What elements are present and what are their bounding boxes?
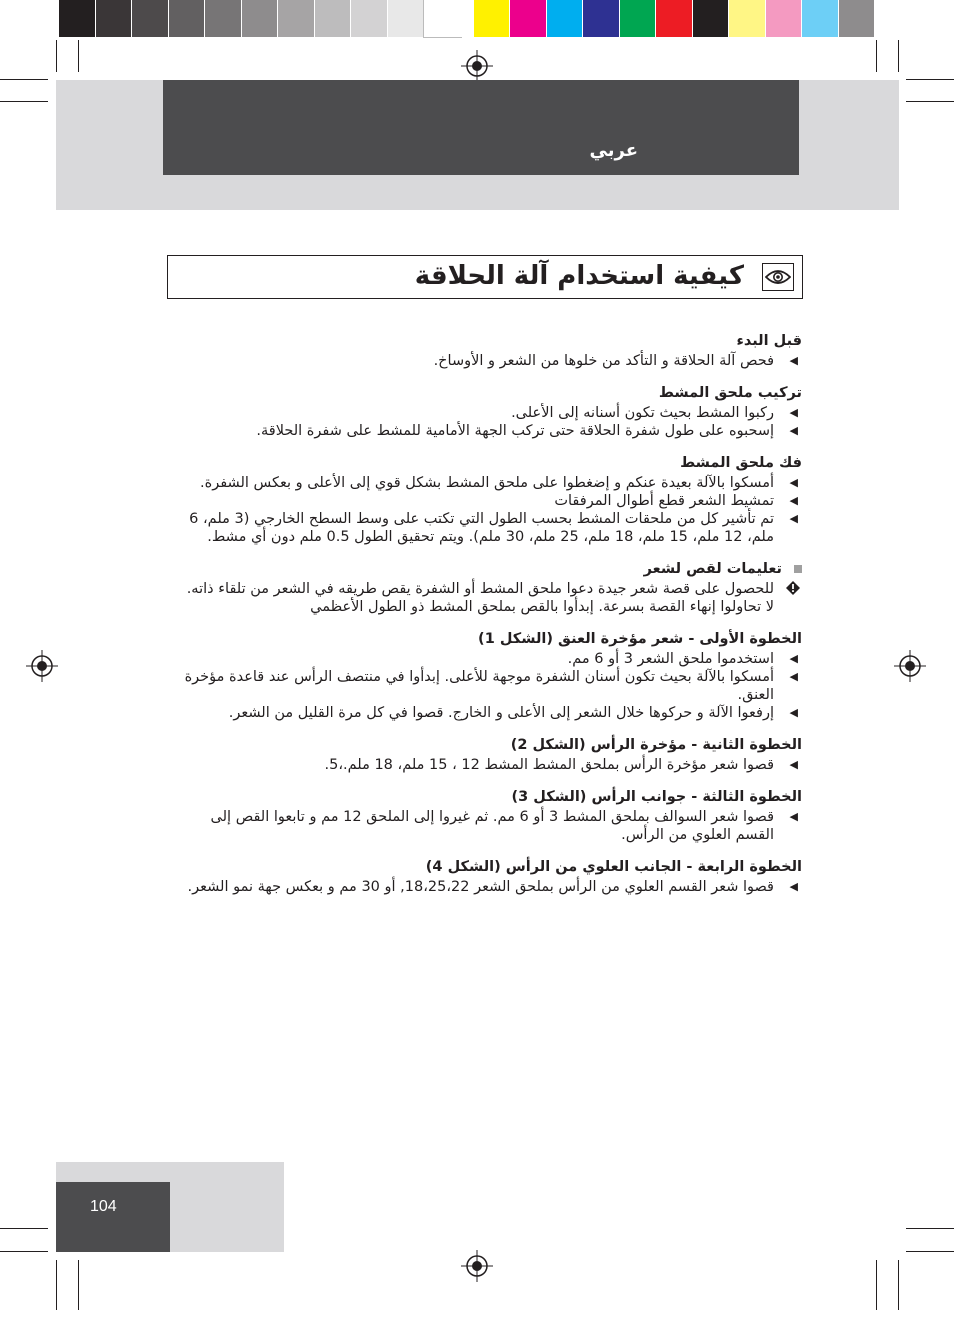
section-heading <box>180 858 802 876</box>
color-swatch <box>169 0 206 37</box>
triangle-bullet-icon: ◀ <box>789 758 798 771</box>
language-label: عربي <box>589 140 638 161</box>
instruction-section <box>180 858 802 896</box>
crop-mark <box>56 40 57 72</box>
list-item <box>180 474 802 492</box>
color-swatch <box>96 0 133 37</box>
color-calibration-bar <box>59 0 875 38</box>
section-heading-text: الخطوة الرابعة - الجانب العلوي من الرأس (الشكل 4) <box>425 859 802 875</box>
instruction-section <box>180 384 802 440</box>
list-item-text: أمسكوا بالآلة بعيدة عنكم و إضغطوا على ملحق المشط بشكل قوي إلى الأعلى و بعكس الشفرة. <box>200 475 774 491</box>
section-title-box <box>167 255 803 299</box>
crop-mark <box>906 1228 954 1229</box>
crop-mark <box>906 101 954 102</box>
color-swatch <box>583 0 620 37</box>
triangle-bullet-icon: ◀ <box>789 512 798 525</box>
section-heading-text: الخطوة الأولى - شعر مؤخرة العنق (الشكل 1) <box>478 631 802 647</box>
crop-mark <box>876 1260 877 1310</box>
triangle-bullet-icon: ◀ <box>789 406 798 419</box>
crop-mark <box>0 1251 48 1252</box>
color-swatch <box>693 0 730 37</box>
list-item <box>180 808 802 844</box>
section-heading <box>180 332 802 350</box>
color-swatch <box>839 0 876 37</box>
list-item <box>180 580 802 616</box>
crop-mark <box>0 101 48 102</box>
square-bullet-icon <box>794 565 802 573</box>
eye-icon <box>762 263 794 291</box>
color-swatch <box>620 0 657 37</box>
list-item-text: أمسكوا بالآلة بحيث تكون أسنان الشفرة موجهة للأعلى. إبدأوا في منتصف الرأس عند قاعدة مؤخرة العنق. <box>184 669 774 703</box>
color-swatch <box>474 0 511 37</box>
instruction-section <box>180 788 802 844</box>
crop-mark <box>0 1228 48 1229</box>
crop-mark <box>78 1260 79 1310</box>
list-item-text: استخدموا ملحق الشعر 3 أو 6 مم. <box>567 651 774 667</box>
color-swatch <box>729 0 766 37</box>
section-heading <box>180 384 802 402</box>
crop-mark <box>0 79 48 80</box>
color-swatch <box>388 0 425 37</box>
color-swatch <box>351 0 388 37</box>
crop-mark <box>898 40 899 72</box>
triangle-bullet-icon: ◀ <box>789 810 798 823</box>
section-heading <box>180 788 802 806</box>
triangle-bullet-icon: ◀ <box>789 424 798 437</box>
header-dark-panel <box>163 80 799 175</box>
color-swatch <box>547 0 584 37</box>
list-item-text: للحصول على قصة شعر جيدة دعوا ملحق المشط أو الشفرة يقص طريقه في الشعر من تلقاء ذاته. لا تحاولوا إنهاء القصة بسرعة. إبدأوا بالقص بملحق المشط ذو الطول الأعظمي <box>186 581 774 615</box>
list-item <box>180 352 802 370</box>
crop-mark <box>78 40 79 72</box>
section-heading <box>180 736 802 754</box>
list-item <box>180 878 802 896</box>
list-item <box>180 510 802 546</box>
list-item-text: قصوا شعر السوالف بملحق المشط 3 أو 6 مم. ثم غيروا إلى الملحق 12 مم و تابعوا القص إلى القسم العلوي من الرأس. <box>210 809 774 843</box>
crop-mark <box>56 1260 57 1310</box>
list-item <box>180 492 802 510</box>
triangle-bullet-icon: ◀ <box>789 652 798 665</box>
list-item-text: تمشيط الشعر قطع أطوال المرفقات <box>554 493 774 509</box>
color-swatch <box>656 0 693 37</box>
list-item-text: تم تأشير كل من ملحقات المشط بحسب الطول التي تكتب على وسط السطح الخارجي (3 ملم، 6 ملم، 12 ملم، 15 ملم، 18 ملم، 25 ملم، 30 ملم). ويتم تحقيق الطول 0.5 ملم دون أي مشط. <box>189 511 774 545</box>
triangle-bullet-icon: ◀ <box>789 476 798 489</box>
triangle-bullet-icon: ◀ <box>789 354 798 367</box>
list-item <box>180 650 802 668</box>
color-swatch <box>510 0 547 37</box>
section-heading-text: قبل البدء <box>736 333 802 349</box>
section-heading <box>180 454 802 472</box>
list-item-text: قصوا شعر مؤخرة الرأس بملحق المشط المشط 12 ، 15 ملم، 18 ملم.،5. <box>324 757 774 773</box>
crop-mark <box>906 79 954 80</box>
list-item-text: فحص آلة الحلاقة و التأكد من خلوها من الشعر و الأوساخ. <box>433 353 774 369</box>
section-heading <box>180 560 802 578</box>
instruction-section <box>180 630 802 722</box>
registration-mark-icon <box>461 50 493 82</box>
triangle-bullet-icon: ◀ <box>789 880 798 893</box>
list-item <box>180 422 802 440</box>
registration-mark-icon <box>461 1250 493 1282</box>
color-swatch <box>315 0 352 37</box>
list-item-text: ركبوا المشط بحيث تكون أسنانه إلى الأعلى. <box>511 405 774 421</box>
color-swatch <box>59 0 96 37</box>
list-item-text: إرفعوا الآلة و حركوها خلال الشعر إلى الأعلى و الخارج. قصوا في كل مرة القليل من الشعر. <box>228 705 774 721</box>
crop-mark <box>876 40 877 72</box>
list-item <box>180 404 802 422</box>
instruction-section <box>180 736 802 774</box>
section-heading <box>180 630 802 648</box>
crop-mark <box>898 1260 899 1310</box>
instruction-section <box>180 560 802 616</box>
triangle-bullet-icon: ◀ <box>789 706 798 719</box>
caution-icon <box>786 581 800 595</box>
page-title: كيفية استخدام آلة الحلاقة <box>414 261 744 291</box>
page-number-tab <box>56 1182 170 1252</box>
color-swatch <box>802 0 839 37</box>
list-item <box>180 704 802 722</box>
registration-mark-icon <box>894 650 926 682</box>
color-swatch <box>278 0 315 37</box>
color-swatch <box>242 0 279 37</box>
instruction-section <box>180 454 802 546</box>
instructions-content <box>180 332 802 910</box>
registration-mark-icon <box>26 650 58 682</box>
triangle-bullet-icon: ◀ <box>789 670 798 683</box>
section-heading-text: تركيب ملحق المشط <box>658 385 802 401</box>
page-number: 104 <box>90 1198 117 1215</box>
section-heading-text: تعليمات لقص لشعر <box>643 561 782 577</box>
section-heading-text: فك ملحق المشط <box>680 455 802 471</box>
list-item-text: قصوا شعر القسم العلوي من الرأس بملحق الشعر 18،25،22, أو 30 مم و بعكس جهة نمو الشعر. <box>187 879 774 895</box>
color-swatch <box>132 0 169 37</box>
section-heading-text: الخطوة الثانية - مؤخرة الرأس (الشكل 2) <box>510 737 802 753</box>
list-item <box>180 668 802 704</box>
list-item-text: إسحبوه على طول شفرة الحلاقة حتى تركب الجهة الأمامية للمشط على شفرة الحلاقة. <box>256 423 774 439</box>
color-swatch <box>424 0 461 37</box>
instruction-section <box>180 332 802 370</box>
list-item <box>180 756 802 774</box>
color-swatch <box>205 0 242 37</box>
color-swatch <box>461 0 474 37</box>
crop-mark <box>906 1251 954 1252</box>
section-heading-text: الخطوة الثالثة - جوانب الرأس (الشكل 3) <box>511 789 802 805</box>
triangle-bullet-icon: ◀ <box>789 494 798 507</box>
color-swatch <box>766 0 803 37</box>
